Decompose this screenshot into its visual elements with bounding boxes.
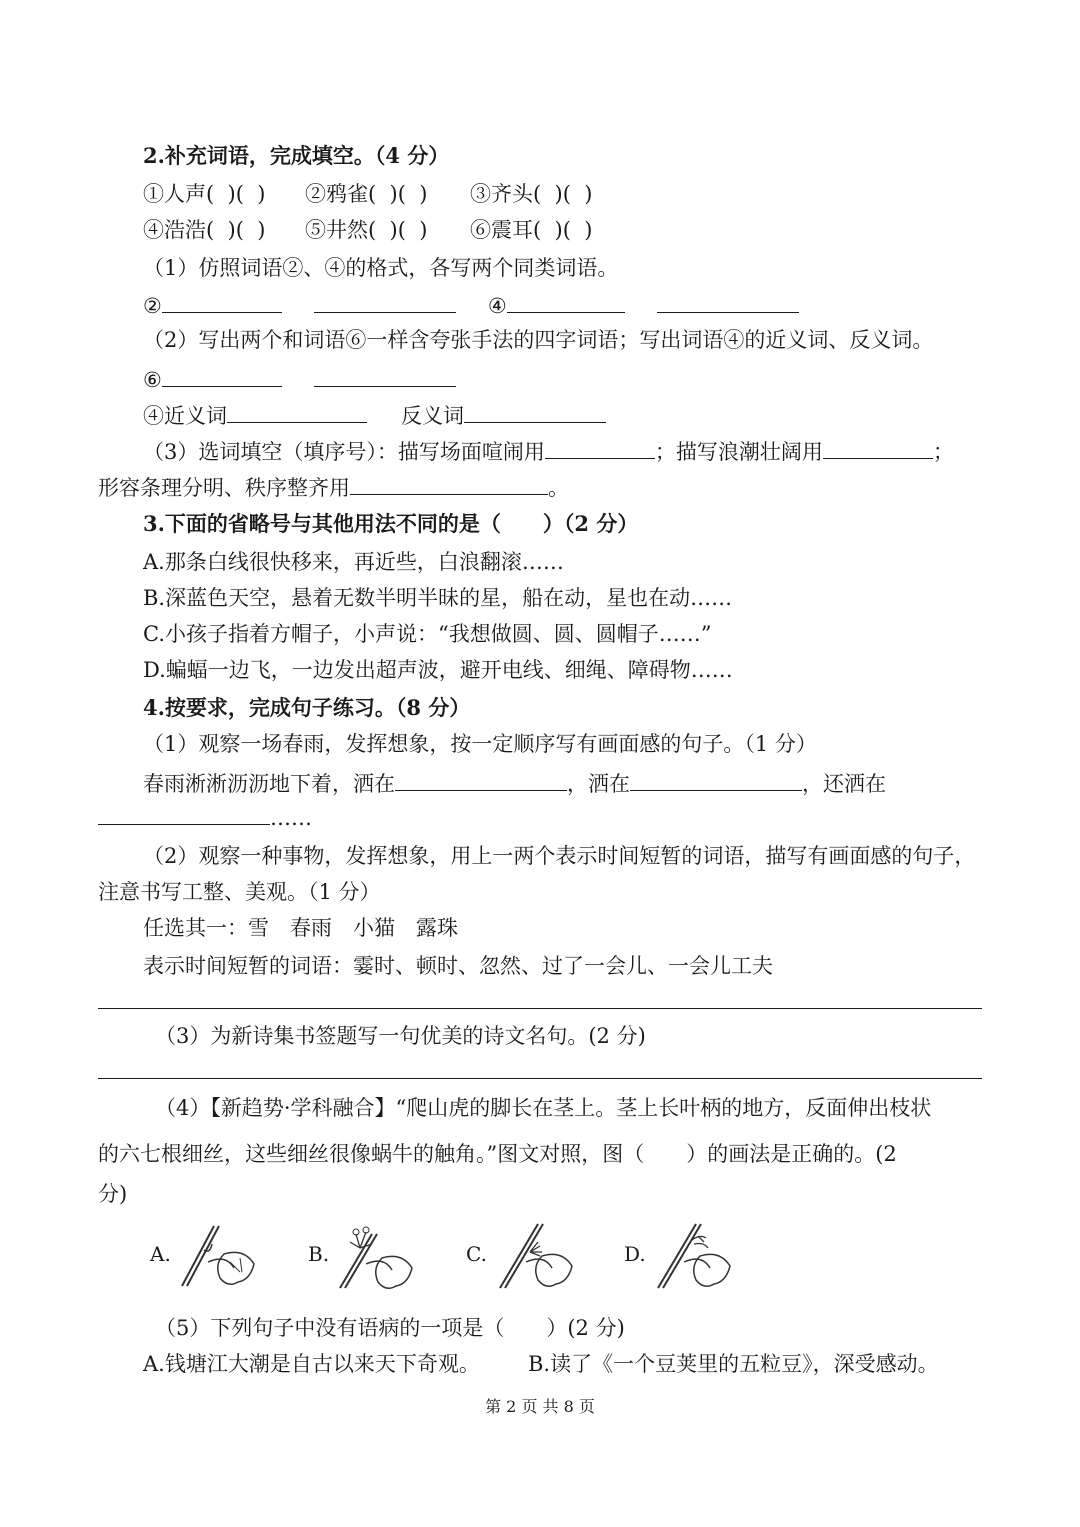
q2-sub1-mark-2: ②: [143, 294, 162, 318]
answer-blank[interactable]: [657, 290, 799, 313]
q4-s5: （5）下列句子中没有语病的一项是（ ）(2 分): [155, 1316, 625, 1340]
q4-s4-line3: 分): [98, 1182, 128, 1206]
creeper-stem-icon: [174, 1218, 264, 1294]
q2-item-6: ⑥震耳( )( ): [470, 218, 593, 242]
q3-title: 3.下面的省略号与其他用法不同的是（ ）（2 分）: [143, 511, 639, 536]
q2-sub2-mark: ⑥: [143, 368, 162, 392]
figure-option-c: [466, 1218, 586, 1294]
figure-option-a: [150, 1218, 270, 1294]
answer-blank[interactable]: [162, 290, 282, 313]
q4-s1: （1）观察一场春雨，发挥想象，按一定顺序写有画面感的句子。（1 分）: [143, 732, 817, 756]
answer-blank[interactable]: [314, 364, 456, 387]
q4-s1-line: [143, 768, 886, 798]
answer-line[interactable]: [98, 1078, 982, 1079]
answer-blank[interactable]: [395, 768, 567, 791]
q2-sub3-text: （3）选词填空（填序号）：描写场面喧闹用: [143, 440, 545, 464]
figure-label: C.: [466, 1242, 487, 1266]
q4-title: 4.按要求，完成句子练习。（8 分）: [143, 695, 471, 720]
q2-sub1-line: [143, 290, 799, 320]
q2-sub1: （1）仿照词语②、④的格式，各写两个同类词语。: [143, 256, 619, 280]
q2-item-1: ①人声( )( ): [143, 182, 266, 206]
q2-sub3-text: 。: [548, 476, 569, 500]
answer-blank[interactable]: [507, 290, 625, 313]
q2-sub3-text: ；描写浪潮壮阔用: [654, 440, 823, 464]
q4-s4-line2: 的六七根细丝，这些细丝很像蜗牛的触角。”图文对照，图（ ）的画法是正确的。(2: [98, 1142, 897, 1166]
answer-blank[interactable]: [98, 802, 270, 825]
q2-item-4: ④浩浩( )( ): [143, 218, 266, 242]
figure-label: A.: [150, 1242, 171, 1266]
q2-item-5: ⑤井然( )( ): [305, 218, 428, 242]
q4-s1-text: ，还洒在: [802, 772, 886, 796]
synonym-label: ④近义词: [143, 404, 227, 428]
q4-s1-text: 春雨淅淅沥沥地下着，洒在: [143, 772, 395, 796]
q4-s1-text: ，洒在: [567, 772, 630, 796]
synonym-blank[interactable]: [227, 400, 367, 423]
q2-sub2-line: [143, 364, 456, 394]
q2-sub2: （2）写出两个和词语⑥一样含夸张手法的四字词语；写出词语④的近义词、反义词。: [143, 328, 934, 352]
figure-option-d: [624, 1218, 744, 1294]
answer-blank[interactable]: [350, 472, 548, 495]
q2-item-3: ③齐头( )( ): [470, 182, 593, 206]
q3-option-d: D.蝙蝠一边飞，一边发出超声波，避开电线、细绳、障碍物……: [143, 658, 733, 682]
q4-s2-line1: （2）观察一种事物，发挥想象，用上一两个表示时间短暂的词语，描写有画面感的句子，: [143, 844, 976, 868]
creeper-stem-icon: [490, 1218, 580, 1294]
answer-blank[interactable]: [545, 436, 655, 459]
q4-s1-line2: [98, 802, 312, 832]
q3-option-c: C.小孩子指着方帽子，小声说：“我想做圆、圆、圆帽子……”: [143, 622, 712, 646]
q4-s4-line1: （4）【新趋势·学科融合】“爬山虎的脚长在茎上。茎上长叶柄的地方，反面伸出枝状: [155, 1096, 932, 1120]
figure-label: D.: [624, 1242, 646, 1266]
q2-syn-line: [143, 400, 606, 430]
creeper-stem-icon: [332, 1218, 422, 1294]
q2-sub3-line2: [98, 472, 569, 502]
answer-blank[interactable]: [162, 364, 282, 387]
answer-blank[interactable]: [630, 768, 802, 791]
q4-words: 表示时间短暂的词语：霎时、顿时、忽然、过了一会儿、一会儿工夫: [143, 954, 773, 978]
q2-sub3-text: 形容条理分明、秩序整齐用: [98, 476, 350, 500]
q4-s1-text: ……: [270, 806, 312, 830]
antonym-label: 反义词: [401, 404, 464, 428]
figure-label: B.: [308, 1242, 330, 1266]
answer-line[interactable]: [98, 1008, 982, 1009]
page-footer: 第 2 页 共 8 页: [485, 1397, 595, 1416]
q4-s5-option-b: B.读了《一个豆荚里的五粒豆》，深受感动。: [528, 1352, 939, 1376]
q4-choose: 任选其一：雪 春雨 小猫 露珠: [143, 916, 458, 940]
creeper-stem-icon: [648, 1218, 738, 1294]
q2-sub3-line1: [143, 436, 954, 466]
q2-item-2: ②鸦雀( )( ): [305, 182, 428, 206]
answer-blank[interactable]: [823, 436, 933, 459]
answer-blank[interactable]: [314, 290, 456, 313]
q2-sub3-text: ；: [932, 440, 954, 464]
figure-option-b: [308, 1218, 428, 1294]
q3-option-a: A.那条白线很快移来，再近些，白浪翻滚……: [143, 550, 564, 574]
q2-sub1-mark-4: ④: [487, 294, 507, 318]
q4-s3: （3）为新诗集书签题写一句优美的诗文名句。(2 分): [155, 1024, 646, 1048]
q4-s2-line2: 注意书写工整、美观。（1 分）: [98, 880, 381, 904]
q4-s5-option-a: A.钱塘江大潮是自古以来天下奇观。: [143, 1352, 480, 1376]
antonym-blank[interactable]: [464, 400, 606, 423]
q2-title: 2.补充词语，完成填空。（4 分）: [143, 143, 450, 168]
q3-option-b: B.深蓝色天空，悬着无数半明半昧的星，船在动，星也在动……: [143, 586, 733, 610]
